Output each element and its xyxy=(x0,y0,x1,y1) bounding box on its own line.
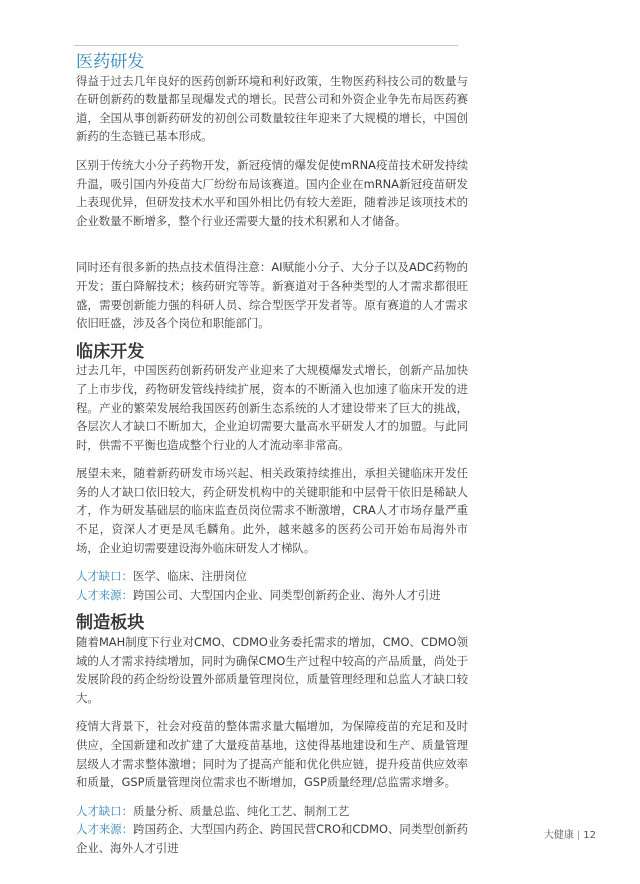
talent-shortage-value: 质量分析、质量总监、纯化工艺、制剂工艺 xyxy=(132,803,350,818)
clinical-talent-shortage xyxy=(76,567,468,586)
talent-source-label: 人才来源： xyxy=(76,822,134,837)
footer-brand: 大健康 xyxy=(543,830,574,841)
talent-source-label: 人才来源： xyxy=(76,587,133,602)
page-number: 12 xyxy=(583,830,596,841)
talent-shortage-label: 人才缺口： xyxy=(76,803,133,818)
footer-separator: | xyxy=(576,830,581,841)
manufacturing-paragraph-1: 随着MAH制度下行业对CMO、CDMO业务委托需求的增加，CMO、CDMO领域的人才需求持续增加，同时为确保CMO生产过程中较高的产品质量，尚处于发展阶段的药企纷纷设置外部质量管理岗位，质量管理经理和总监人才缺口较大。 xyxy=(76,635,468,705)
rnd-paragraph-2: 区别于传统大小分子药物开发，新冠疫情的爆发促使mRNA疫苗技术研发持续升温，吸引国内外疫苗大厂纷纷布局该赛道。国内企业在mRNA新冠疫苗研发上表现优异，但研发技术水平和国外相比仍有较大差距，随着涉足该项技术的企业数量不断增多，整个行业还需要大量的技术积累和人才储备。 xyxy=(76,157,468,228)
page-body xyxy=(76,53,468,858)
manufacturing-talent-shortage xyxy=(76,802,468,821)
talent-shortage-label: 人才缺口： xyxy=(76,569,133,584)
section-title-rnd: 医药研发 xyxy=(76,52,145,72)
rnd-paragraph-1: 得益于过去几年良好的医药创新环境和利好政策，生物医药科技公司的数量与在研创新药的数量都呈现爆发式的增长。民营公司和外资企业争先布局医药赛道，全国从事创新药研发的初创公司数量较往年迎来了大规模的增长，中国创新药的生态链已基本形成。 xyxy=(76,73,468,144)
section-title-manufacturing: 制造板块 xyxy=(76,613,145,634)
rnd-paragraph-3: 同时还有很多新的热点技术值得注意：AI赋能小分子、大分子以及ADC药物的开发；蛋白降解技术；核药研究等等。新赛道对于各种类型的人才需求都很旺盛，需要创新能力强的科研人员、综合型医学开发者等。原有赛道的人才需求依旧旺盛，涉及各个岗位和职能部门。 xyxy=(76,260,468,331)
talent-source-value: 跨国公司、大型国内企业、同类型创新药企业、海外人才引进 xyxy=(132,587,441,602)
clinical-talent-source xyxy=(76,586,468,605)
clinical-paragraph-1: 过去几年，中国医药创新药研发产业迎来了大规模爆发式增长，创新产品加快了上市步伐，药物研发管线持续扩展，资本的不断涌入也加速了临床开发的进程。产业的繁荣发展给我国医药创新生态系统的人才建设带来了巨大的挑战，各层次人才缺口不断加大，企业迫切需要大量高水平研发人才的加盟。与此同时，供需不平衡也造成整个行业的人才流动率非常高。 xyxy=(76,363,468,452)
top-divider xyxy=(74,45,458,46)
section-title-clinical: 临床开发 xyxy=(76,341,145,362)
manufacturing-talent-source xyxy=(76,820,468,857)
manufacturing-paragraph-2: 疫情大背景下，社会对疫苗的整体需求量大幅增加，为保障疫苗的充足和及时供应，全国新建和改扩建了大量疫苗基地，这使得基地建设和生产、质量管理层级人才需求整体激增；同时为了提高产能和优化供应链，提升疫苗供应效率和质量，GSP质量管理岗位需求也不断增加，GSP质量经理/总监需求增多。 xyxy=(76,719,468,790)
talent-shortage-value: 医学、临床、注册岗位 xyxy=(132,569,247,584)
page-footer xyxy=(544,826,596,841)
talent-source-value: 跨国药企、大型国内药企、跨国民营CRO和CDMO、同类型创新药企业、海外人才引进 xyxy=(76,822,468,855)
clinical-paragraph-2: 展望未来，随着新药研发市场兴起、相关政策持续推出，承担关键临床开发任务的人才缺口依旧较大，药企研发机构中的关键职能和中层骨干依旧是稀缺人才，作为研发基础层的临床监查员岗位需求不断激增，CRA人才市场存量严重不足，资深人才更是凤毛麟角。此外，越来越多的医药公司开始布局海外市场，企业迫切需要建设海外临床研发人才梯队。 xyxy=(76,466,468,555)
